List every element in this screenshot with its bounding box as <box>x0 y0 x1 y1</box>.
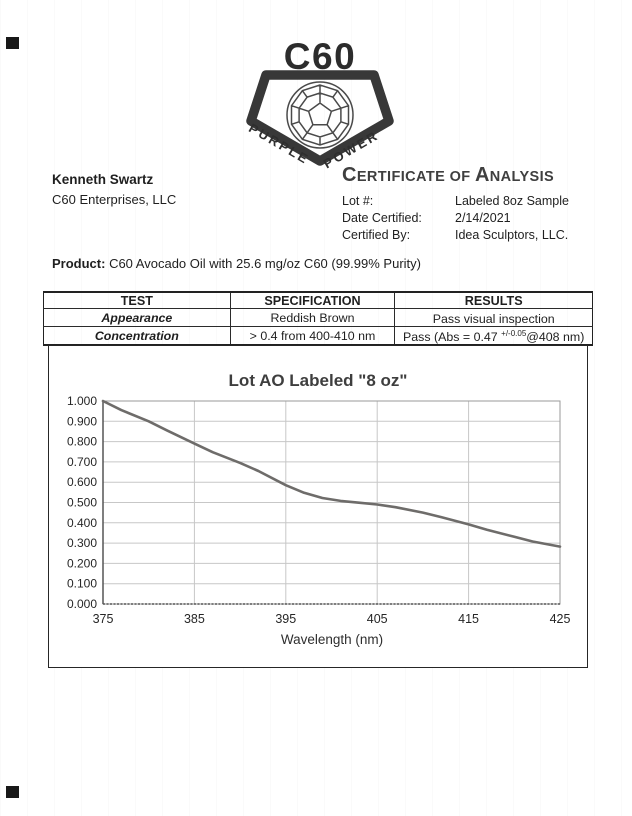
x-tick-label: 375 <box>92 612 114 626</box>
test-name-cell: Appearance <box>44 309 231 327</box>
y-tick-label: 0.100 <box>66 576 97 591</box>
y-tick-label: 0.700 <box>66 454 97 469</box>
scan-registration-mark-bottom <box>6 786 19 798</box>
lot-number-label: Lot #: <box>342 194 374 208</box>
absorbance-line <box>103 401 560 547</box>
y-tick-label: 0.900 <box>66 414 97 429</box>
date-certified-label: Date Certified: <box>342 211 422 225</box>
table-header-row <box>44 292 593 309</box>
lot-number-row <box>342 193 598 210</box>
y-tick-label: 0.400 <box>66 515 97 530</box>
certified-by-row <box>342 227 598 244</box>
x-tick-label: 405 <box>366 612 388 626</box>
certificate-title <box>342 164 598 187</box>
specification-cell: Reddish Brown <box>230 309 395 327</box>
certified-by-label: Certified By: <box>342 228 411 242</box>
scan-registration-mark-top <box>6 37 19 49</box>
company-name: C60 Enterprises, LLC <box>52 192 177 207</box>
lot-number-value: Labeled 8oz Sample <box>455 194 569 208</box>
x-axis-title: Wavelength (nm) <box>280 632 384 647</box>
result-cell: Pass (Abs = 0.47 $^{+/-0.05}$@408 nm) <box>395 327 593 346</box>
y-tick-label: 0.000 <box>66 597 97 611</box>
title-cap: C <box>342 164 357 186</box>
results-table <box>43 291 593 346</box>
y-tick-label: 0.800 <box>66 434 97 449</box>
header-results: RESULTS <box>395 292 593 309</box>
certificate-header <box>342 164 598 244</box>
x-tick-label: 395 <box>275 612 297 626</box>
absorbance-chart <box>48 345 588 668</box>
test-name-cell: Concentration <box>44 327 231 346</box>
c60-purple-power-logo <box>225 33 415 181</box>
logo-purple-text: PURPLE <box>246 120 313 168</box>
buckyball-icon <box>287 82 353 148</box>
x-tick-label: 425 <box>549 612 571 626</box>
title-cap: A <box>474 164 490 186</box>
x-tick-label: 385 <box>183 612 205 626</box>
letterhead <box>52 170 176 210</box>
certificate-fields <box>342 193 598 244</box>
logo-brand-text: C60 <box>283 36 357 77</box>
product-label: Product: <box>52 256 106 271</box>
product-line <box>52 256 421 271</box>
table-row <box>44 327 593 346</box>
y-tick-label: 0.200 <box>66 556 97 571</box>
date-certified-row <box>342 210 598 227</box>
date-certified-value: 2/14/2021 <box>455 211 511 225</box>
contact-name: Kenneth Swartz <box>52 172 154 187</box>
chart-plot-area <box>49 346 585 665</box>
certified-by-value: Idea Sculptors, LLC. <box>455 228 569 242</box>
y-tick-label: 1.000 <box>66 394 97 408</box>
result-cell: Pass visual inspection <box>395 309 593 327</box>
y-tick-label: 0.600 <box>66 475 97 490</box>
product-description: C60 Avocado Oil with 25.6 mg/oz C60 (99.99% Purity) <box>105 256 421 271</box>
specification-cell: > 0.4 from 400-410 nm <box>230 327 395 346</box>
logo-power-text: POWER <box>320 127 382 172</box>
table-row <box>44 309 593 327</box>
y-tick-label: 0.300 <box>66 536 97 551</box>
header-specification: SPECIFICATION <box>230 292 395 309</box>
chart-title: Lot AO Labeled "8 oz" <box>228 371 408 390</box>
y-tick-label: 0.500 <box>66 495 97 510</box>
title-rest: NALYSIS <box>489 169 555 185</box>
title-rest: ERTIFICATE OF <box>356 169 475 185</box>
x-tick-label: 415 <box>458 612 480 626</box>
header-test: TEST <box>44 292 231 309</box>
